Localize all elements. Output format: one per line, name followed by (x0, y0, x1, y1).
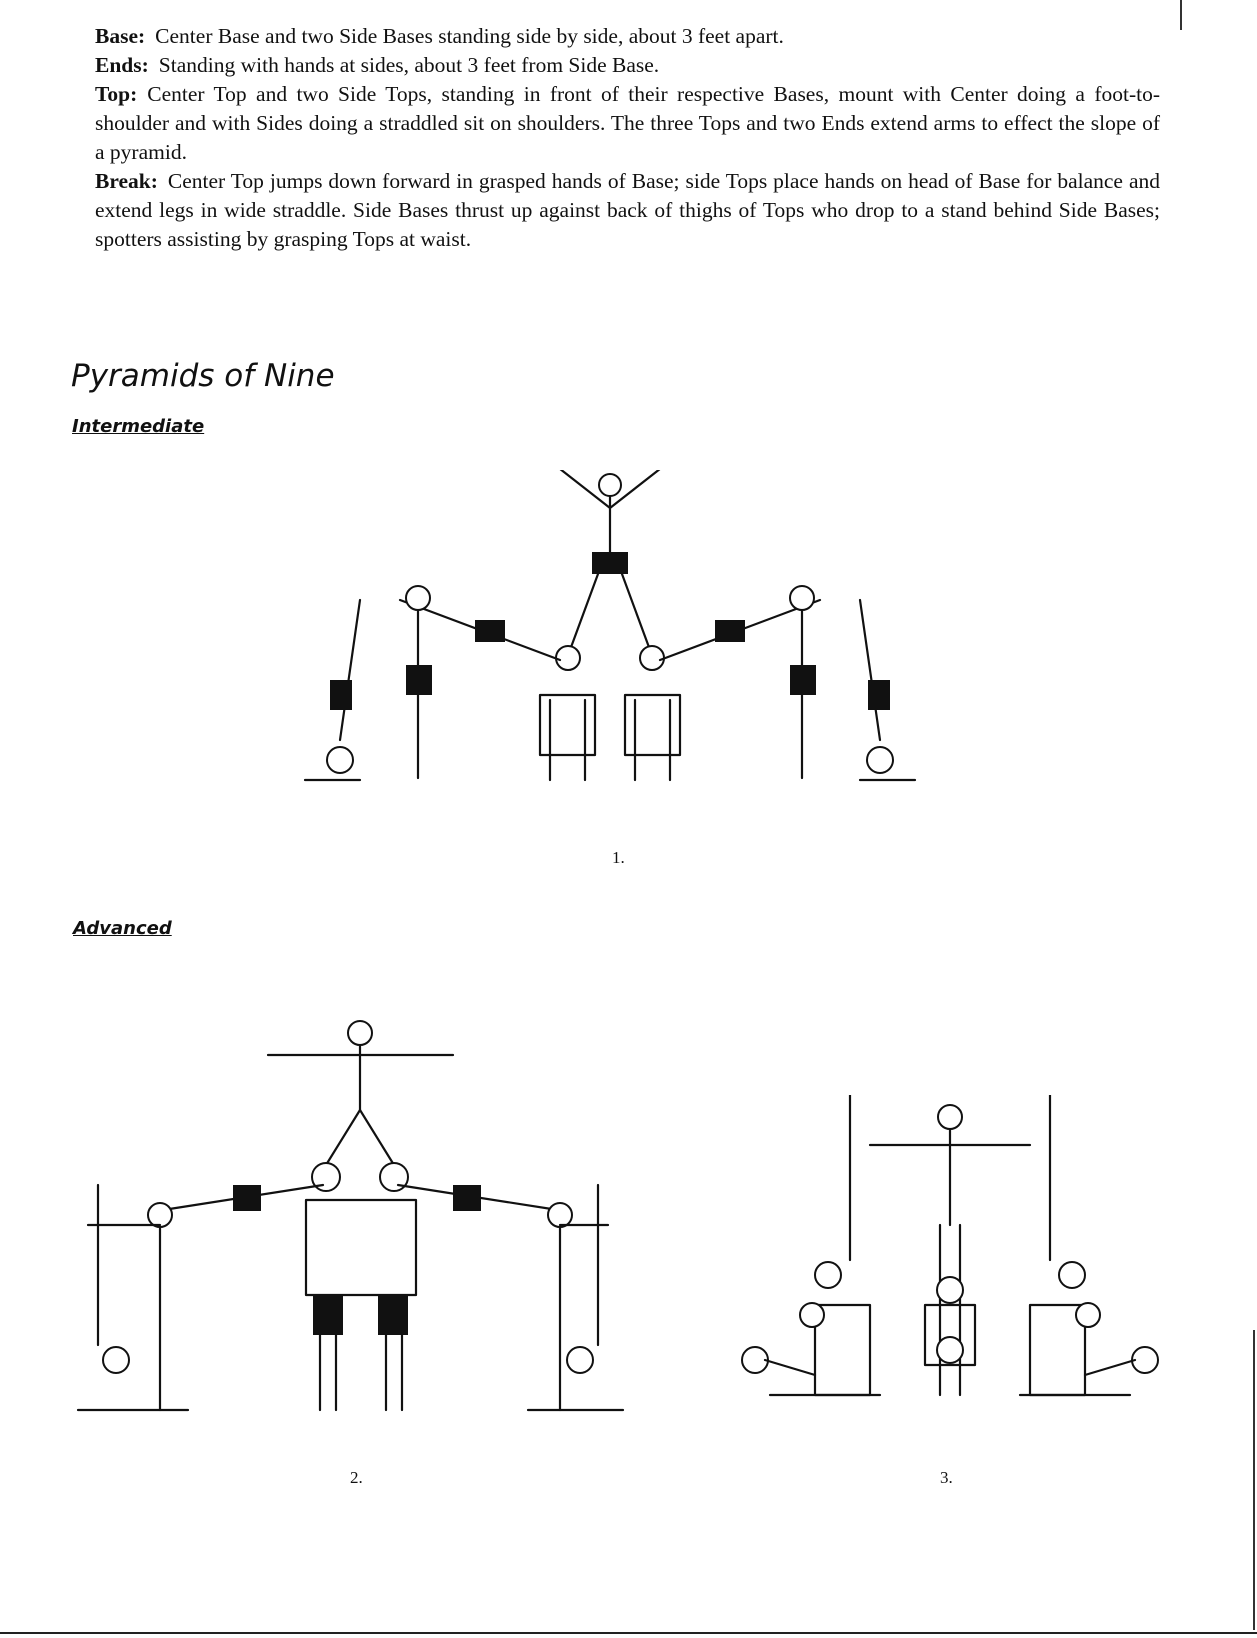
scan-bottom-edge (0, 1632, 1257, 1634)
figure-caption-3: 3. (940, 1468, 953, 1487)
pyramid-illustration-2 (68, 1015, 628, 1465)
pyramid-figure-2 (68, 1015, 628, 1465)
instruction-text: Center Top and two Side Tops, standing in front of their respective Bases, mount with Center doing a foot-to-shoulder and with Sides doing a straddled sit on shoulders. The three Tops and two Ends extend arms to effect the slope of a pyramid. (95, 82, 1160, 164)
instruction-top (95, 80, 1160, 167)
pyramid-figure-3 (740, 1095, 1160, 1465)
section-heading: Pyramids of Nine (71, 358, 335, 394)
instructions-block (95, 22, 1160, 254)
instruction-ends (95, 51, 1160, 80)
scan-edge-mark (1180, 0, 1182, 30)
instruction-text: Center Base and two Side Bases standing side by side, about 3 feet apart. (155, 24, 784, 48)
scan-edge-mark (1253, 1330, 1255, 1630)
instruction-term: Break: (95, 169, 158, 193)
instruction-term: Top: (95, 82, 138, 106)
level-label-intermediate: Intermediate (72, 416, 205, 437)
instruction-base (95, 22, 1160, 51)
instruction-text: Center Top jumps down forward in grasped hands of Base; side Tops place hands on head of Base for balance and extend legs in wide straddle. Side Bases thrust up against back of thighs of Tops who drop to a stand behind Side Bases; spotters assisting by grasping Tops at waist. (95, 169, 1160, 251)
instruction-term: Base: (95, 24, 146, 48)
level-label-advanced: Advanced (73, 918, 172, 939)
pyramid-illustration-1 (300, 470, 920, 830)
figure-caption-2: 2. (350, 1468, 363, 1487)
instruction-break (95, 167, 1160, 254)
instruction-text: Standing with hands at sides, about 3 feet from Side Base. (158, 53, 660, 77)
instruction-term: Ends: (95, 53, 149, 77)
pyramid-illustration-3 (740, 1095, 1160, 1465)
figure-caption-1: 1. (612, 848, 625, 867)
pyramid-figure-1 (300, 470, 920, 830)
